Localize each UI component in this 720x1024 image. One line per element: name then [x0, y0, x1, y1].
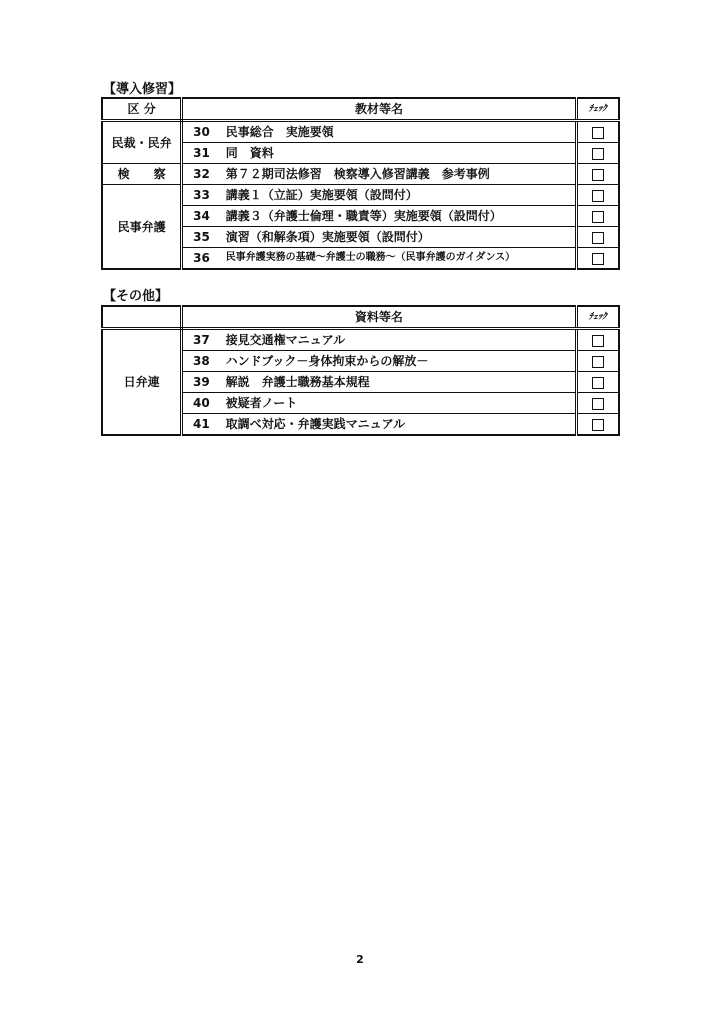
category-cell: 民事弁護 — [102, 185, 182, 270]
item-number: 35 — [182, 227, 220, 248]
item-name: 第７２期司法修習 検察導入修習講義 参考事例 — [220, 164, 576, 185]
table-row — [102, 121, 619, 143]
item-name: 演習（和解条項）実施要領（設問付） — [220, 227, 576, 248]
item-number: 32 — [182, 164, 220, 185]
item-number: 30 — [182, 121, 220, 143]
item-number: 40 — [182, 393, 220, 414]
check-cell — [576, 248, 619, 270]
check-cell — [576, 164, 619, 185]
table-row — [102, 329, 619, 351]
category-cell: 民裁・民弁 — [102, 121, 182, 164]
table-header-row — [102, 306, 619, 329]
item-number: 36 — [182, 248, 220, 270]
header-check: ﾁｪｯｸ — [576, 98, 619, 121]
item-name: 取調べ対応・弁護実践マニュアル — [220, 414, 577, 436]
check-cell — [576, 121, 619, 143]
checkbox[interactable] — [592, 377, 604, 389]
check-cell — [576, 351, 619, 372]
page-number: 2 — [356, 953, 364, 966]
checkbox[interactable] — [592, 356, 604, 368]
item-number: 41 — [182, 414, 220, 436]
item-number: 39 — [182, 372, 220, 393]
check-cell — [576, 206, 619, 227]
item-name: 民事弁護実務の基礎～弁護士の職務～（民事弁護のガイダンス） — [220, 248, 576, 270]
checkbox[interactable] — [592, 148, 604, 160]
category-cell: 検 察 — [102, 164, 182, 185]
checkbox[interactable] — [592, 335, 604, 347]
item-name: 講義３（弁護士倫理・職責等）実施要領（設問付） — [220, 206, 576, 227]
item-number: 31 — [182, 143, 220, 164]
check-cell — [576, 393, 619, 414]
header-check: ﾁｪｯｸ — [576, 306, 619, 329]
check-cell — [576, 227, 619, 248]
section-title-introductory-training: 【導入修習】 — [103, 82, 182, 97]
checkbox[interactable] — [592, 253, 604, 265]
header-material-name: 資料等名 — [182, 306, 576, 329]
checkbox[interactable] — [592, 127, 604, 139]
item-name: 同 資料 — [220, 143, 576, 164]
item-number: 34 — [182, 206, 220, 227]
table-header-row — [102, 98, 619, 121]
item-name: 民事総合 実施要領 — [220, 121, 576, 143]
checkbox[interactable] — [592, 211, 604, 223]
checkbox[interactable] — [592, 190, 604, 202]
checkbox[interactable] — [592, 419, 604, 431]
item-number: 38 — [182, 351, 220, 372]
header-category: 区 分 — [102, 98, 182, 121]
introductory-training-table — [101, 97, 620, 270]
other-materials-table — [101, 305, 620, 436]
item-name: 接見交通権マニュアル — [220, 329, 577, 351]
category-cell: 日弁連 — [102, 329, 182, 436]
item-name: 被疑者ノート — [220, 393, 577, 414]
item-name: 解説 弁護士職務基本規程 — [220, 372, 577, 393]
table-row — [102, 185, 619, 206]
check-cell — [576, 143, 619, 164]
item-name: 講義１（立証）実施要領（設問付） — [220, 185, 576, 206]
item-number: 37 — [182, 329, 220, 351]
header-category — [102, 306, 182, 329]
checkbox[interactable] — [592, 169, 604, 181]
check-cell — [576, 185, 619, 206]
checkbox[interactable] — [592, 398, 604, 410]
header-material-name: 教材等名 — [182, 98, 576, 121]
section-title-other: 【その他】 — [103, 289, 169, 304]
checkbox[interactable] — [592, 232, 604, 244]
check-cell — [576, 414, 619, 436]
table-row — [102, 164, 619, 185]
check-cell — [576, 372, 619, 393]
item-name: ハンドブック－身体拘束からの解放－ — [220, 351, 577, 372]
item-number: 33 — [182, 185, 220, 206]
check-cell — [576, 329, 619, 351]
